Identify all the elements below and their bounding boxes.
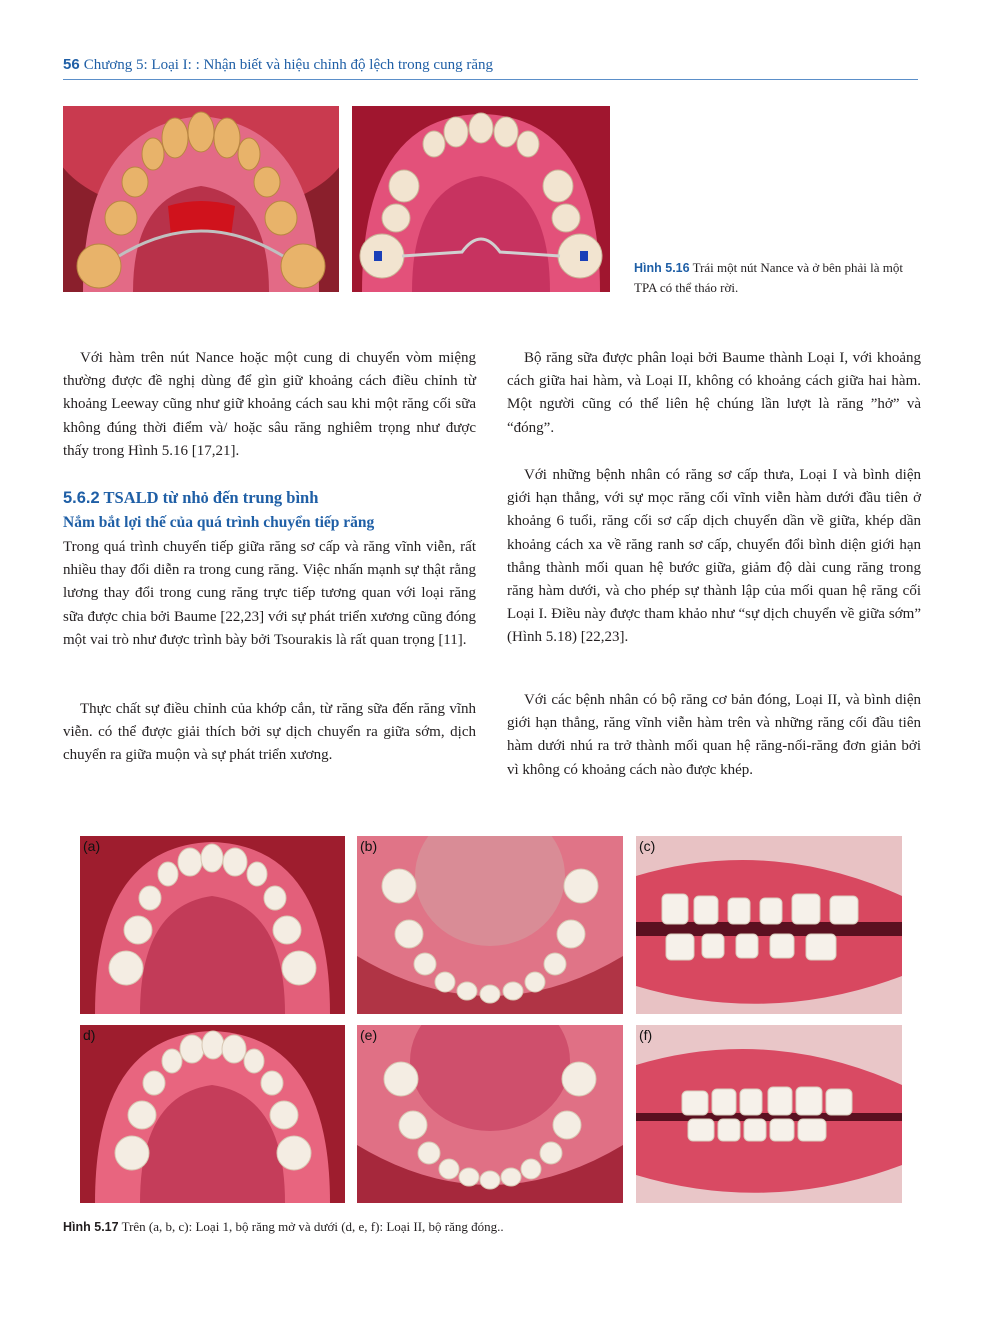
left-paragraph-3: Thực chất sự điều chỉnh của khớp cắn, từ răng sữa đến răng vĩnh viễn. có thể được giải thích bởi sự dịch chuyển ra giữa sớm, dịch chuyển ra giữa muộn và sự phát triển xương. (63, 701, 476, 764)
figure-5-17-caption (63, 1219, 504, 1235)
figure-5-17-panel-c (636, 836, 902, 1014)
figure-5-16-right-photo (352, 106, 610, 292)
figure-5-17-panel-e (357, 1025, 623, 1203)
running-header (63, 56, 918, 78)
section-number: 5.6.2 (63, 489, 100, 507)
left-paragraph-2: Trong quá trình chuyển tiếp giữa răng sơ cấp và răng vĩnh viễn, rất nhiều thay đổi diễn ra trong cung răng. Việc nhấn mạnh sự thật rằng lương thay đổi trong cung răng trực tiếp tương quan với loại răng sữa được chia bởi Baume [22,23] với sự phát triển xương cũng đóng một vai trò như được trình bày bởi Tsourakis là rất quan trọng [11]. (63, 539, 476, 648)
figure-5-17-panel-f (636, 1025, 902, 1203)
figure-5-17-panel-d (80, 1025, 345, 1203)
page-number: 56 (63, 56, 80, 73)
header-rule (63, 79, 918, 80)
left-paragraph-1: Với hàm trên nút Nance hoặc một cung di chuyển vòm miệng thường được đề nghị dùng để gìn giữ khoảng cách điều chỉnh từ khoảng Leeway cũng như giữ khoảng cách sau khi một răng cối sữa không đúng thời điểm và/ hoặc sâu răng nghiêm trọng như được thấy trong Hình 5.16 [17,21]. (63, 350, 476, 459)
panel-label: d) (83, 1027, 96, 1043)
figure-caption-text: Trên (a, b, c): Loại 1, bộ răng mở và dưới (d, e, f): Loại II, bộ răng đóng.. (121, 1219, 504, 1234)
panel-label: (f) (639, 1027, 653, 1043)
figure-label: Hình 5.17 (63, 1220, 119, 1234)
chapter-title: Chương 5: Loại I: : Nhận biết và hiệu chỉnh độ lệch trong cung răng (83, 57, 493, 73)
figure-5-17-panel-a (80, 836, 345, 1014)
figure-5-16-left-photo (63, 106, 339, 292)
panel-label: (b) (360, 838, 378, 854)
figure-caption-text: Trái một nút Nance và ở bên phải là một TPA có thể tháo rời. (634, 260, 903, 295)
panel-label: (a) (83, 838, 101, 854)
panel-label: (e) (360, 1027, 378, 1043)
subheading: Nắm bắt lợi thế của quá trình chuyển tiếp răng (63, 514, 375, 531)
figure-5-16-caption (634, 258, 924, 298)
right-paragraph-3: Với các bệnh nhân có bộ răng cơ bản đóng, Loại II, và bình diện giới hạn thẳng, răng vĩnh viễn hàm trên và những răng cối đầu tiên hàm dưới nhú ra trở thành mối quan hệ răng-nối-răng đơn giản bởi vì không có khoảng cách nào được khép. (507, 692, 921, 778)
panel-label: (c) (639, 838, 656, 854)
section-title: TSALD từ nhỏ đến trung bình (103, 488, 319, 507)
right-paragraph-2: Với những bệnh nhân có răng sơ cấp thưa, Loại I và bình diện giới hạn thẳng, với sự mọc răng cối vĩnh viễn hàm dưới đầu tiên ở khoảng 6 tuổi, răng cối sơ cấp dịch chuyển dần về giữa, khép dần khoảng cách xa về răng ranh sơ cấp, chuyển đổi bình diện giới hạn thẳng thành mối quan hệ bước giữa, giảm độ dài cung răng trong răng hàm dưới, và cho phép sự thành lập của mối quan hệ răng cối Loại I. Điều này được tham khảo như “sự dịch chuyển về giữa sớm” (Hình 5.18) [22,23]. (507, 467, 921, 646)
section-heading (63, 488, 318, 508)
figure-label: Hình 5.16 (634, 261, 690, 275)
figure-5-17-panel-b (357, 836, 623, 1014)
right-paragraph-1: Bộ răng sữa được phân loại bởi Baume thành Loại I, với khoảng cách giữa hai hàm, và Loại II, không có khoảng cách giữa hai hàm. Một người cũng có thể liên hệ chúng lần lượt là răng ”hở” và “đóng”. (507, 350, 921, 436)
